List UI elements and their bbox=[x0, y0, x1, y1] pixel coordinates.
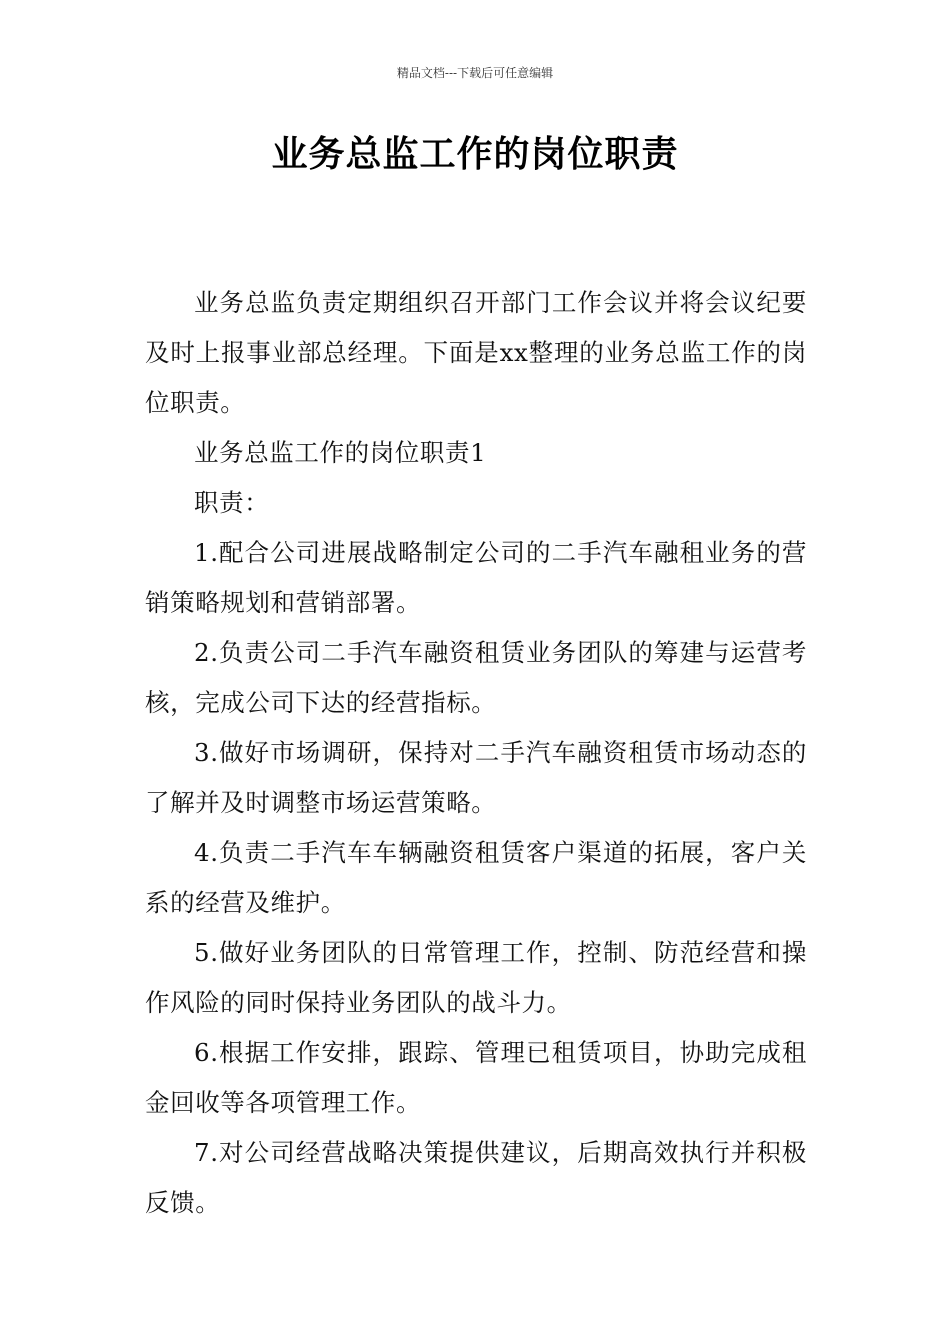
duties-label: 职责： bbox=[194, 488, 270, 517]
duty-item-5: 5.做好业务团队的日常管理工作，控制、防范经营和操作风险的同时保持业务团队的战斗力。 bbox=[145, 938, 807, 1017]
intro-paragraph: 业务总监负责定期组织召开部门工作会议并将会议纪要及时上报事业部总经理。下面是xx整理的业务总监工作的岗位职责。 bbox=[145, 288, 807, 417]
duty-item-2: 2.负责公司二手汽车融资租赁业务团队的筹建与运营考核，完成公司下达的经营指标。 bbox=[145, 638, 807, 717]
duty-item-1: 1.配合公司进展战略制定公司的二手汽车融租业务的营销策略规划和营销部署。 bbox=[145, 538, 807, 617]
duty-item-7: 7.对公司经营战略决策提供建议，后期高效执行并积极反馈。 bbox=[145, 1138, 807, 1217]
document-title: 业务总监工作的岗位职责 bbox=[271, 134, 679, 175]
duty-item-6: 6.根据工作安排，跟踪、管理已租赁项目，协助完成租金回收等各项管理工作。 bbox=[145, 1038, 807, 1117]
duty-item-4: 4.负责二手汽车车辆融资租赁客户渠道的拓展，客户关系的经营及维护。 bbox=[145, 838, 807, 917]
document-body bbox=[145, 278, 807, 1228]
duty-item-3: 3.做好市场调研，保持对二手汽车融资租赁市场动态的了解并及时调整市场运营策略。 bbox=[145, 738, 807, 817]
header-note: 精品文档---下载后可任意编辑 bbox=[396, 66, 554, 80]
section-heading: 业务总监工作的岗位职责1 bbox=[194, 438, 487, 467]
